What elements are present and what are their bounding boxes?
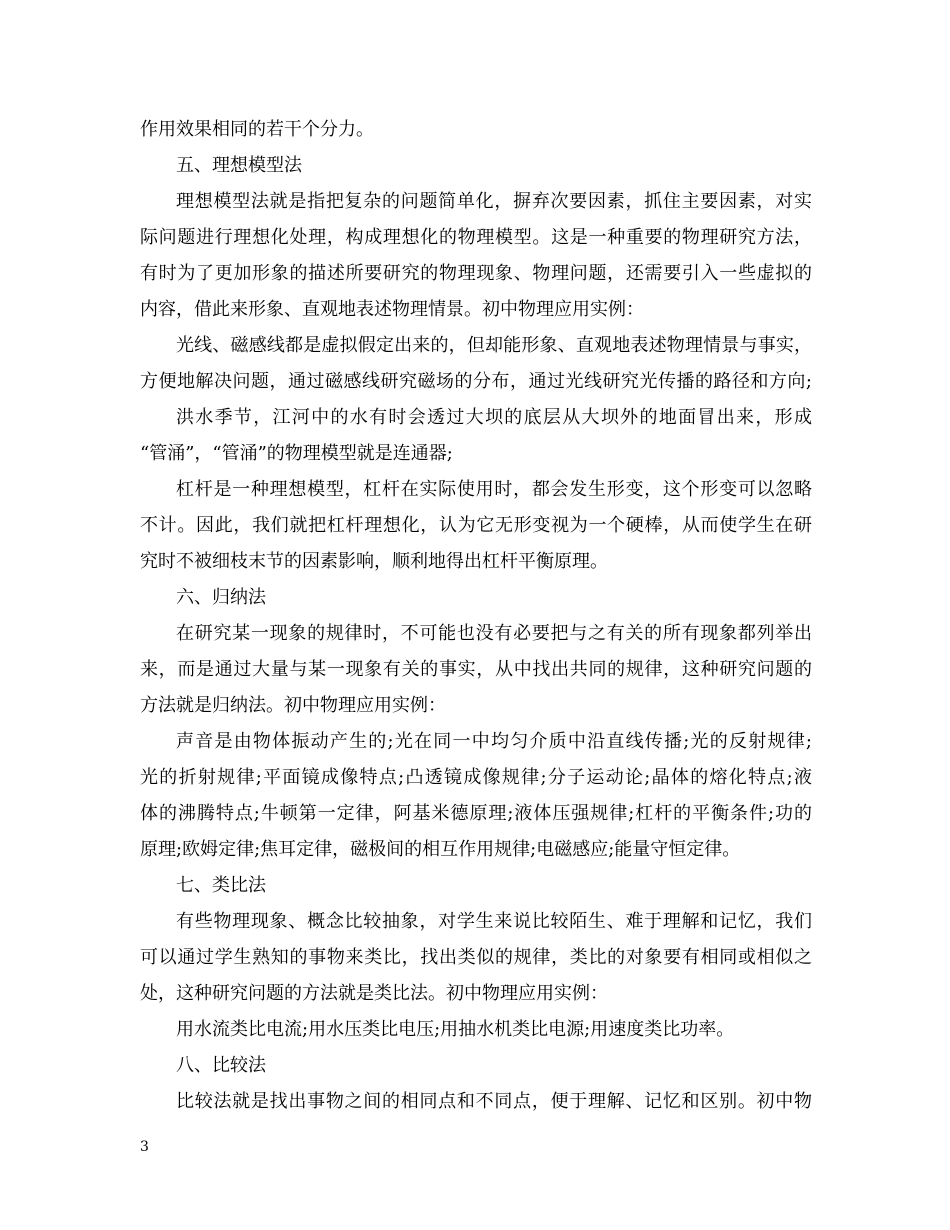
text-line: 六、归纳法 [176, 587, 266, 608]
text-line: 来，而是通过大量与某一现象有关的事实，从中找出共同的规律，这种研究问题的 [140, 659, 812, 680]
text-line: 体的沸腾特点;牛顿第一定律，阿基米德原理;液体压强规律;杠杆的平衡条件;功的 [140, 803, 812, 824]
text-line: 杠杆是一种理想模型，杠杆在实际使用时，都会发生形变，这个形变可以忽略 [176, 479, 812, 500]
text-line: 比较法就是找出事物之间的相同点和不同点，便于理解、记忆和区别。初中物 [176, 1091, 812, 1112]
text-line: 际问题进行理想化处理，构成理想化的物理模型。这是一种重要的物理研究方法， [140, 227, 812, 248]
page-number: 3 [140, 1139, 149, 1155]
text-line: 内容，借此来形象、直观地表述物理情景。初中物理应用实例： [140, 299, 644, 320]
text-line: 七、类比法 [176, 875, 266, 896]
text-line: 光的折射规律;平面镜成像特点;凸透镜成像规律;分子运动论;晶体的熔化特点;液 [140, 767, 812, 788]
text-line: 光线、磁感线都是虚拟假定出来的，但却能形象、直观地表述物理情景与事实， [176, 335, 812, 356]
text-line: 不计。因此，我们就把杠杆理想化，认为它无形变视为一个硬棒，从而使学生在研 [140, 515, 812, 536]
text-line: 可以通过学生熟知的事物来类比，找出类似的规律，类比的对象要有相同或相似之 [140, 947, 812, 968]
text-line: 究时不被细枝末节的因素影响，顺利地得出杠杆平衡原理。 [140, 551, 608, 572]
text-line: 五、理想模型法 [176, 155, 302, 176]
text-line: 处，这种研究问题的方法就是类比法。初中物理应用实例： [140, 983, 608, 1004]
text-line: 有时为了更加形象的描述所要研究的物理现象、物理问题，还需要引入一些虚拟的 [140, 263, 812, 284]
text-line: 方法就是归纳法。初中物理应用实例： [140, 695, 446, 716]
text-line: 在研究某一现象的规律时，不可能也没有必要把与之有关的所有现象都列举出 [176, 623, 812, 644]
text-line: 方便地解决问题，通过磁感线研究磁场的分布，通过光线研究光传播的路径和方向; [140, 371, 812, 392]
text-line: 洪水季节，江河中的水有时会透过大坝的底层从大坝外的地面冒出来，形成 [176, 407, 812, 428]
text-line: 声音是由物体振动产生的;光在同一中均匀介质中沿直线传播;光的反射规律; [176, 731, 812, 752]
text-line: 有些物理现象、概念比较抽象，对学生来说比较陌生、难于理解和记忆，我们 [176, 911, 812, 932]
text-line: “管涌”，“管涌”的物理模型就是连通器; [140, 443, 453, 464]
text-line: 理想模型法就是指把复杂的问题简单化，摒弃次要因素，抓住主要因素，对实 [176, 191, 812, 212]
text-line: 作用效果相同的若干个分力。 [140, 119, 374, 140]
document-body [140, 112, 812, 1120]
text-line: 八、比较法 [176, 1055, 266, 1076]
text-line: 原理;欧姆定律;焦耳定律，磁极间的相互作用规律;电磁感应;能量守恒定律。 [140, 839, 741, 860]
text-line: 用水流类比电流;用水压类比电压;用抽水机类比电源;用速度类比功率。 [176, 1019, 735, 1040]
